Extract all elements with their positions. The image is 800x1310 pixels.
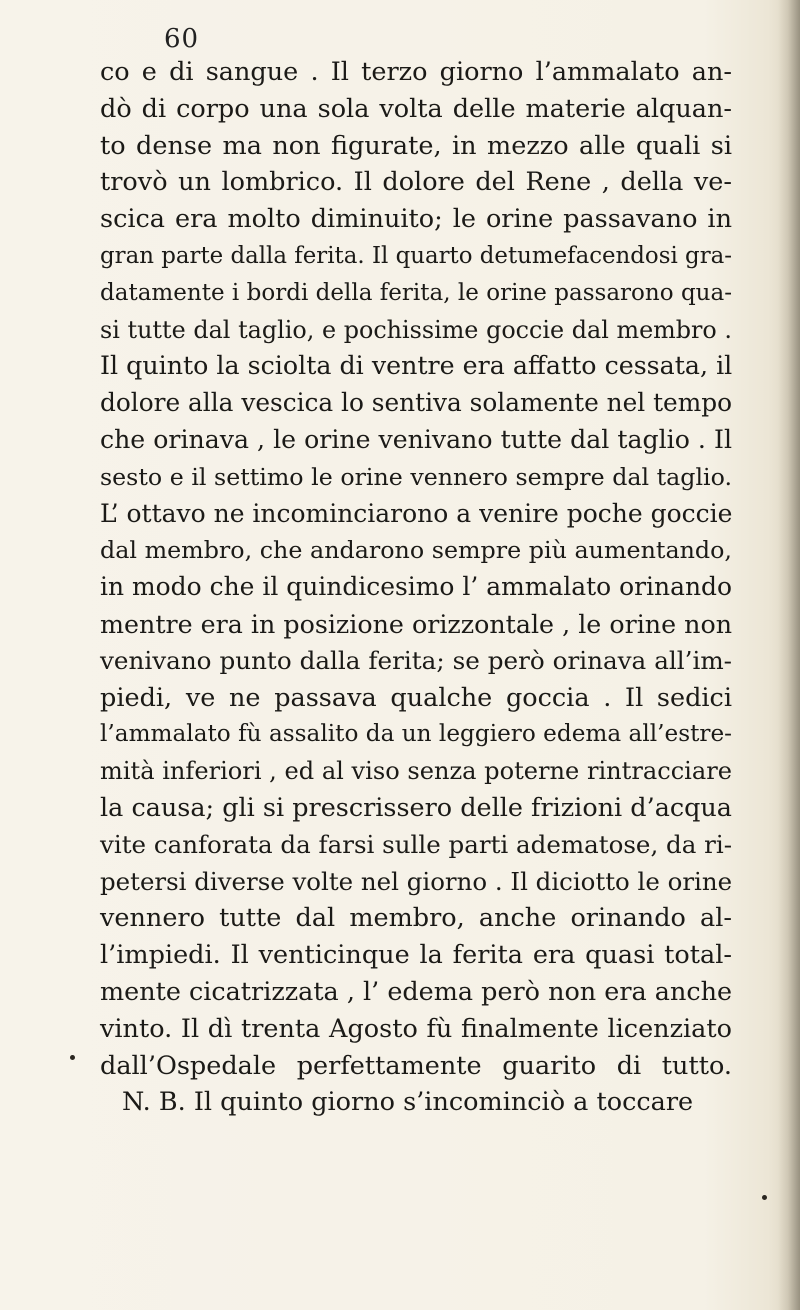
text-line: sesto e il settimo le orine vennero sempre dal taglio.: [100, 462, 732, 491]
text-line: in modo che il quindicesimo l’ ammalato orinando: [100, 572, 732, 602]
text-line: dò di corpo una sola volta delle materie alquan-: [100, 93, 732, 124]
text-line: Il quinto la sciolta di ventre era affatto cessata, il: [100, 351, 733, 381]
text-line: petersi diverse volte nel giorno . Il diciotto le orine: [100, 866, 733, 896]
body-text: [100, 54, 732, 1121]
text-line: dall’Ospedale perfettamente guarito di tutto.: [100, 1050, 732, 1081]
text-line: dal membro, che andarono sempre più aumentando,: [100, 536, 732, 565]
text-line: L’ ottavo ne incominciarono a venire poche goccie: [100, 498, 733, 528]
text-line: mente cicatrizzata , l’ edema però non era anche: [100, 976, 733, 1007]
page-edge-shadow: [778, 0, 800, 1310]
text-line: datamente i bordi della ferita, le orine passarono qua-: [100, 279, 732, 306]
text-line-nota-bene: N. B. Il quinto giorno s’incominciò a toccare: [122, 1087, 694, 1118]
text-line: mentre era in posizione orizzontale , le orine non: [100, 608, 733, 639]
ink-speck: [762, 1195, 767, 1200]
ink-speck: [70, 1055, 75, 1060]
text-line: si tutte dal taglio, e pochissime goccie dal membro .: [100, 315, 732, 344]
text-line: che orinava , le orine venivano tutte dal taglio . Il: [100, 424, 732, 454]
text-line: to dense ma non figurate, in mezzo alle quali si: [100, 130, 732, 161]
text-line: vite canforata da farsi sulle parti adematose, da ri-: [100, 829, 732, 859]
page-number: 60: [164, 24, 200, 54]
text-line: scica era molto diminuito; le orine passavano in: [100, 204, 732, 235]
text-line: trovò un lombrico. Il dolore del Rene , della ve-: [100, 167, 732, 198]
text-line: l’impiedi. Il venticinque la ferita era quasi total-: [100, 940, 732, 971]
text-line: vennero tutte dal membro, anche orinando al-: [100, 903, 732, 934]
text-line: la causa; gli si prescrissero delle frizioni d’acqua: [100, 792, 732, 823]
text-line: piedi, ve ne passava qualche goccia . Il sedici: [100, 682, 732, 713]
text-line: dolore alla vescica lo sentiva solamente nel tempo: [100, 388, 732, 418]
text-line: l’ammalato fù assalito da un leggiero edema all’estre-: [100, 721, 732, 748]
text-line: gran parte dalla ferita. Il quarto detumefacendosi gra-: [100, 242, 732, 269]
text-line: venivano punto dalla ferita; se però orinava all’im-: [100, 645, 732, 675]
text-line: vinto. Il dì trenta Agosto fù finalmente licenziato: [100, 1013, 732, 1044]
text-line: mità inferiori , ed al viso senza poterne rintracciare: [100, 757, 732, 786]
text-line: co e di sangue . Il terzo giorno l’ammalato an-: [100, 57, 732, 87]
